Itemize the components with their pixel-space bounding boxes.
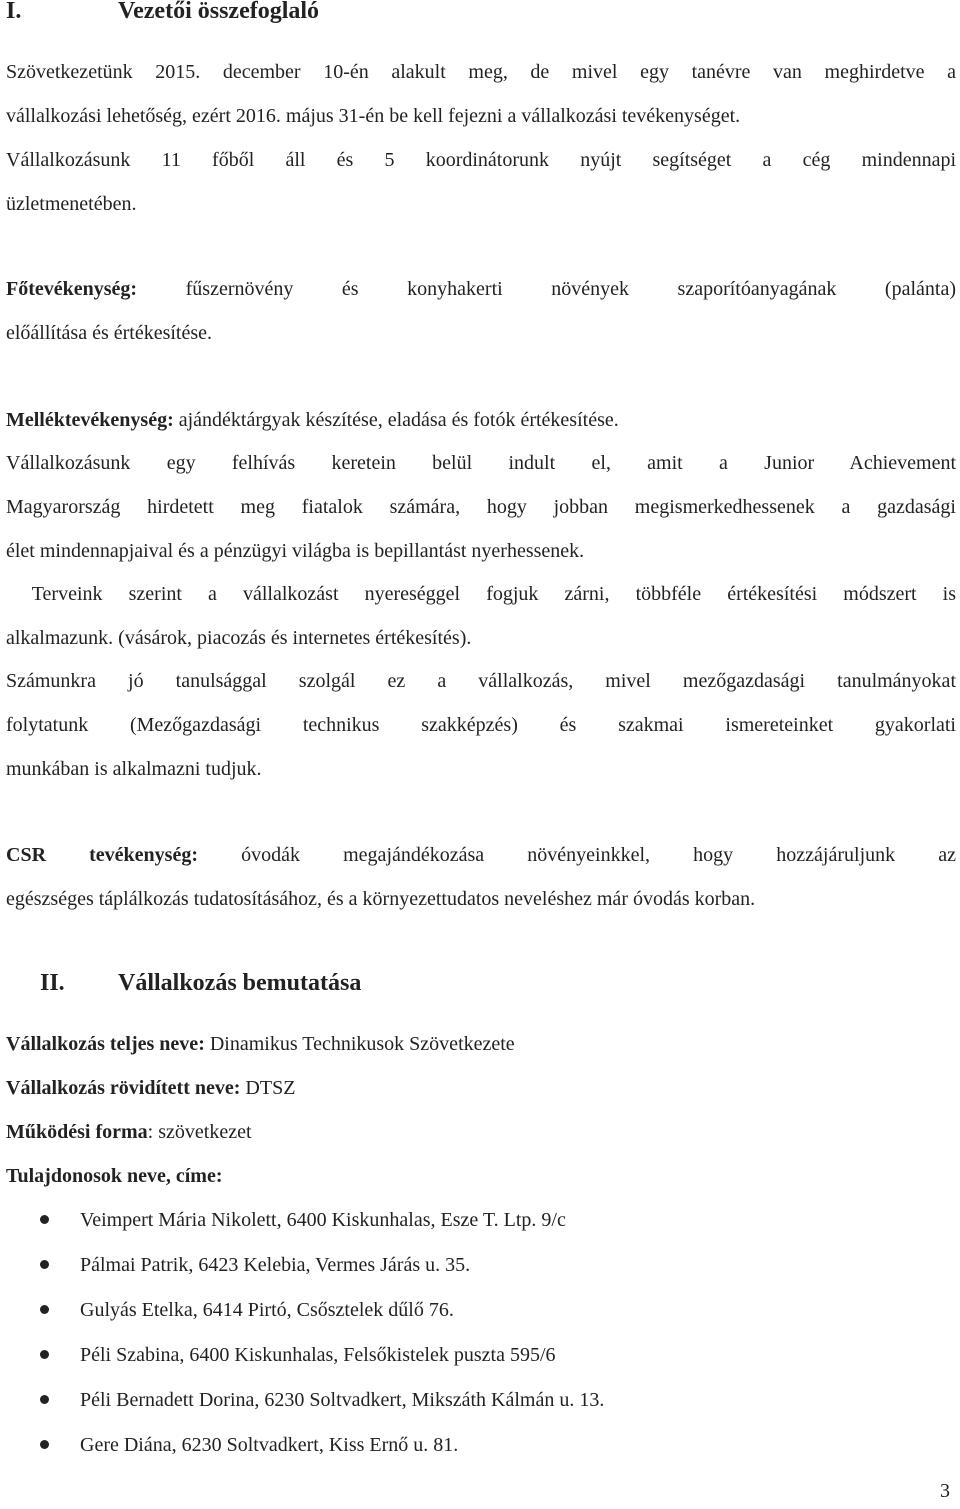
side-activity-label: Melléktevékenység: <box>6 409 174 431</box>
bullet-icon <box>40 1215 49 1224</box>
csr-text-1: óvodák megajándékozása növényeinkkel, hogy hozzájáruljunk az <box>241 844 956 866</box>
bullet-icon <box>40 1395 49 1404</box>
side-activity-paragraph <box>6 398 956 442</box>
section-1-number: I. <box>6 0 22 24</box>
bullet-icon <box>40 1305 49 1314</box>
owner-entry: Péli Szabina, 6400 Kiskunhalas, Felsőkistelek puszta 595/6 <box>80 1344 556 1366</box>
company-form: : szövetkezet <box>147 1121 252 1143</box>
list-item <box>6 1380 604 1425</box>
csr-paragraph <box>6 833 956 921</box>
list-item <box>6 1290 604 1335</box>
csr-line-1 <box>6 833 956 877</box>
para-3 <box>6 659 956 791</box>
list-item <box>6 1200 604 1245</box>
company-full-name: Dinamikus Technikusok Szövetkezete <box>209 1033 515 1055</box>
section-1-title: Vezetői összefoglaló <box>118 0 320 24</box>
section-2-title: Vállalkozás bemutatása <box>118 970 362 996</box>
company-full-name-label: Vállalkozás teljes neve: <box>6 1033 205 1055</box>
list-item <box>6 1425 604 1470</box>
company-full-name-line <box>6 1022 956 1066</box>
intro-line-2: vállalkozási lehetőség, ezért 2016. május 31-én be kell fejezni a vállalkozási tevékenységet. <box>6 105 741 127</box>
main-activity-text-1: fűszernövény és konyhakerti növények szaporítóanyagának (palánta) <box>185 278 956 300</box>
main-activity-label: Főtevékenység: <box>6 278 138 300</box>
company-form-label: Működési forma <box>6 1121 148 1143</box>
intro-line-1: Szövetkezetünk 2015. december 10-én alakult meg, de mivel egy tanévre van meghirdetve a <box>6 61 956 83</box>
owner-entry: Péli Bernadett Dorina, 6230 Soltvadkert, Mikszáth Kálmán u. 13. <box>80 1389 605 1411</box>
para-1-line-1: Vállalkozásunk egy felhívás keretein belül indult el, amit a Junior Achievement <box>6 452 956 474</box>
company-form-line <box>6 1110 956 1154</box>
main-activity-line-2: előállítása és értékesítése. <box>6 322 213 344</box>
page-number: 3 <box>940 1480 950 1502</box>
para-1 <box>6 441 956 573</box>
owners-list <box>6 1200 604 1470</box>
para-1-line-2: Magyarország hirdetett meg fiatalok számára, hogy jobban megismerkedhessenek a gazdasági <box>6 496 956 518</box>
main-activity-paragraph <box>6 267 956 355</box>
intro-line-3: Vállalkozásunk 11 főből áll és 5 koordinátorunk nyújt segítséget a cég mindennapi <box>6 149 956 171</box>
company-info <box>6 1022 956 1198</box>
intro-paragraph <box>6 50 956 226</box>
company-short-name: DTSZ <box>245 1077 296 1099</box>
para-1-line-3: élet mindennapjaival és a pénzügyi világba is bepillantást nyerhessenek. <box>6 540 585 562</box>
side-activity-line <box>6 398 956 442</box>
para-3-line-2: folytatunk (Mezőgazdasági technikus szakképzés) és szakmai ismereteinket gyakorlati <box>6 714 956 736</box>
owners-label: Tulajdonosok neve, címe: <box>6 1165 223 1187</box>
para-3-line-1: Számunkra jó tanulsággal szolgál ez a vállalkozás, mivel mezőgazdasági tanulmányokat <box>6 670 956 692</box>
csr-line-2: egészséges táplálkozás tudatosításához, és a környezettudatos neveléshez már óvodás korban. <box>6 888 756 910</box>
owner-entry: Gulyás Etelka, 6414 Pirtó, Csősztelek dűlő 76. <box>80 1299 454 1321</box>
list-item <box>6 1245 604 1290</box>
para-3-line-3: munkában is alkalmazni tudjuk. <box>6 758 262 780</box>
list-item <box>6 1335 604 1380</box>
bullet-icon <box>40 1260 49 1269</box>
bullet-icon <box>40 1350 49 1359</box>
company-short-name-line <box>6 1066 956 1110</box>
para-2 <box>6 572 956 660</box>
para-2-line-1: Terveink szerint a vállalkozást nyereséggel fogjuk zárni, többféle értékesítési módszert is <box>6 583 956 605</box>
section-2-number: II. <box>40 970 65 996</box>
side-activity-text: ajándéktárgyak készítése, eladása és fotók értékesítése. <box>178 409 619 431</box>
owner-entry: Gere Diána, 6230 Soltvadkert, Kiss Ernő u. 81. <box>80 1434 459 1456</box>
owner-entry: Pálmai Patrik, 6423 Kelebia, Vermes Járás u. 35. <box>80 1254 471 1276</box>
intro-line-4: üzletmenetében. <box>6 193 137 215</box>
csr-label: CSR tevékenység: <box>6 844 198 866</box>
main-activity-line-1 <box>6 267 956 311</box>
owner-entry: Veimpert Mária Nikolett, 6400 Kiskunhalas, Esze T. Ltp. 9/c <box>80 1209 566 1231</box>
company-short-name-label: Vállalkozás rövidített neve: <box>6 1077 241 1099</box>
para-2-line-2: alkalmazunk. (vásárok, piacozás és internetes értékesítés). <box>6 627 472 649</box>
bullet-icon <box>40 1440 49 1449</box>
section-2-heading <box>40 970 361 997</box>
section-1-heading <box>6 0 319 25</box>
